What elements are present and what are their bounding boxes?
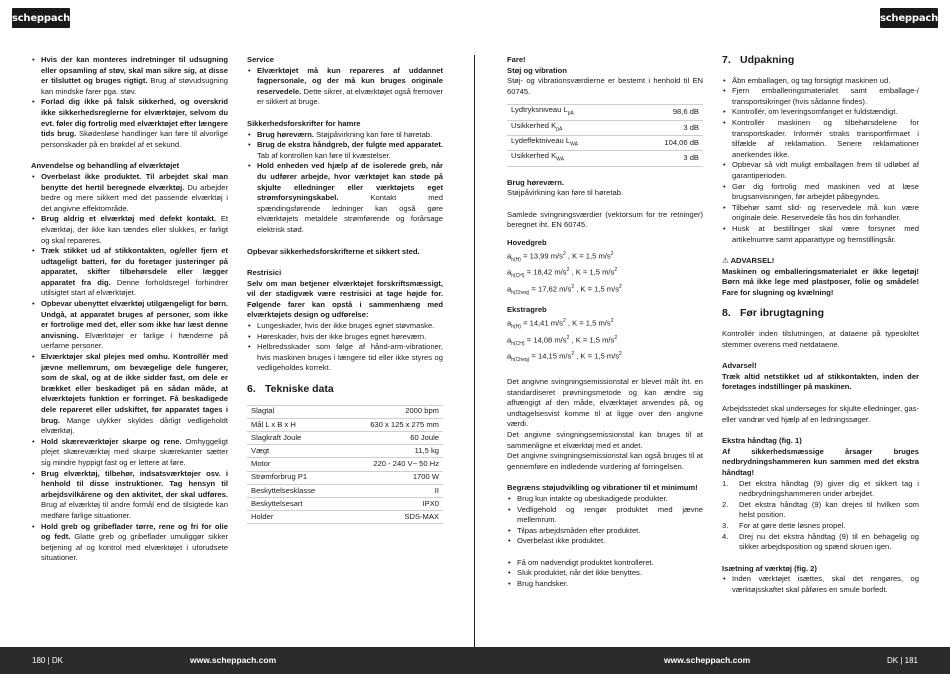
website-link-left[interactable]: www.scheppach.com <box>190 655 277 665</box>
page-footer <box>0 647 950 674</box>
warning-heading-2: Advarsel! <box>722 361 757 371</box>
safety-list-a <box>31 55 228 150</box>
table-row: Strømforbrug P1 1700 W <box>247 471 443 484</box>
list-item: • Hold enheden ved hjælp af de isolerede greb, når du udfører arbejde, hvor værktøjet kan støde på skjulte elledninger eller værktøjets eget strømforsyningskabel. Kontakt med spændingsførende ledninger kan også gøre elværktøjets metaldele strømførende og forårsage elektrisk stød. <box>247 161 443 235</box>
paragraph: Det angivne svingningsemissionstal er blevet målt iht. en standardiseret prøvningsmetode og kan ændre sig afhængigt af den måde, elværktøjet anvendes på, og undtagelsesvist komme til at ligge over den angivne værdi. <box>507 376 703 429</box>
website-link-right[interactable]: www.scheppach.com <box>664 655 751 665</box>
list-item: • Forlad dig ikke på falsk sikkerhed, og overskrid ikke sikkerhedsreglerne for elværktøjer, selvom du evt. føler dig fortrolig med elværktøjet efter længere tids brug. Skødesløse handlinger kan føre til alvorlige personskader på en brøkdel af et sekund. <box>31 97 228 150</box>
limit-list-a <box>507 494 703 547</box>
fare-heading: Fare! <box>507 55 526 64</box>
section-heading-6: 6. Tekniske data <box>247 383 334 396</box>
vibration-value: $a_{h(CH)} = 14,08$ $m/s^2$ , K = 1,5 $m/s^2$ <box>507 334 618 347</box>
service-list <box>247 66 443 108</box>
vibration-value: $a_{h(Cheq)} = 17,62$ $m/s^2$ , K = 1,5 $m/s^2$ <box>507 283 622 296</box>
paragraph: Det angivne svingningsemissionstal kan også bruges til at gennemføre en indledende vurdering af forringelsen. <box>507 451 703 471</box>
main-grip-heading: Hovedgreb <box>507 237 547 247</box>
list-item: • Tilbehør samt slid- og reservedele må kun være originale dele. Reservedele fås hos din forhandler. <box>722 203 919 224</box>
vibration-value: $a_{h(Cheq)} = 14,15$ $m/s^2$ , K = 1,5 $m/s^2$ <box>507 351 622 364</box>
warning-heading: ⚠ ADVARSEL! <box>722 256 775 266</box>
extra-grip-values <box>507 316 703 366</box>
list-item: • Åbn emballagen, og tag forsigtigt maskinen ud. <box>722 76 919 87</box>
list-item: 2. Det ekstra håndtag (9) kan drejes til hvilken som helst position. <box>722 499 919 520</box>
main-grip-values <box>507 249 703 299</box>
table-row: Mål L x B x H 630 x 125 x 275 mm <box>247 418 443 431</box>
table-row: Motor 220 - 240 V~ 50 Hz <box>247 458 443 471</box>
list-item: • Hvis der kan monteres indretninger til udsugning eller opsamling af støv, skal man sikre sig, at disse er tilsluttet og bruges rigtigt. Brug af støvudsugning kan mindske farer pga. støv. <box>31 55 228 97</box>
vibration-value: $a_{h(H)} = 13,99$ $m/s^2$ , K = 1,5 $m/s^2$ <box>507 250 614 263</box>
extra-handle-note: Af sikkerhedsmæssige årsager bruges nedbrydningshammeren kun sammen med det ekstra håndtag! <box>722 446 919 477</box>
warning-icon: ⚠ <box>722 256 729 266</box>
brand-logo-right: scheppach <box>880 8 938 28</box>
page-divider <box>474 55 475 647</box>
table-row: Usikkerhed $K_{WA}$ 3 dB <box>507 151 703 166</box>
list-item: 3. For at gøre dette løsnes propel. <box>722 520 846 530</box>
column-2 <box>247 55 443 524</box>
page-number-left: 180 | DK <box>32 656 63 665</box>
brand-logo-left: scheppach <box>12 8 70 28</box>
list-item: • Gør dig fortrolig med maskinen ved at læse brugsanvisningen, før arbejdet påbegyndes. <box>722 182 919 203</box>
list-item: • Brug høreværn. Støjpåvirkning kan føre til høretab. <box>247 130 443 141</box>
limit-noise-heading: Begræns støjudvikling og vibrationer til et minimum! <box>507 483 698 493</box>
paragraph: Det angivne svingningsemissionstal kan bruges til at sammenligne et elværktøj med et andet. <box>507 429 703 450</box>
list-item: • Hold skæreværktøjer skarpe og rene. Omhyggeligt plejet skæreværktøj med skarpe skærekanter sætter sig mindre hyppigt fast og er lettere at føre. <box>31 437 228 469</box>
column-3 <box>507 55 703 590</box>
noise-table <box>507 104 703 166</box>
list-item: • Elværktøjer skal plejes med omhu. Kontrollér med jævne mellemrum, om bevægelige dele fungerer, som de skal, og at de ikke sidder fast, om dele er brækket eller beskadiget på en sådan måde, at elværktøjets funktion er forringet. Få beskadigede dele repareret eller udskiftet, før apparatet tages i brug. Mange ulykker skyldes dårligt vedligeholdt elværktøj. <box>31 352 228 437</box>
paragraph: Kontrollér inden tilslutningen, at dataene på typeskiltet stemmer overens med netdataene. <box>722 329 919 349</box>
extra-handle-steps <box>722 479 919 553</box>
list-item: • Lungeskader, hvis der ikke bruges egnet støvmaske. <box>247 321 443 332</box>
unpacking-list <box>722 76 919 246</box>
list-item: • Tilpas arbejdsmåden efter produktet. <box>507 526 703 537</box>
list-item: 4. Drej nu det ekstra håndtag (9) til en behagelig og sikker arbejdsposition og spænd skruen igen. <box>722 531 919 552</box>
restrisici-list <box>247 321 443 374</box>
list-item: • Opbevar ubenyttet elværktøj utilgængeligt for børn. Undgå, at apparatet bruges af personer, som ikke er fortrolige med det, eller som ikke har læst denne anvisning. Elværktøjer er farlige i hænderne på uerfarne personer. <box>31 299 228 352</box>
table-row: Beskyttelsesklasse II <box>247 484 443 497</box>
insert-tool-heading: Isætning af værktøj (fig. 2) <box>722 563 817 573</box>
column-1 <box>31 55 228 564</box>
list-item: • Helbredsskader som følge af hånd-arm-vibrationer, hvis maskinen bruges i længere tid eller ikke styres og vedligeholdes korrekt. <box>247 342 443 374</box>
column-4 <box>722 55 919 596</box>
list-item: • Få om nødvendigt produktet kontrolleret. <box>507 558 703 569</box>
limit-list-b <box>507 558 703 590</box>
list-item: • Inden værktøjet isættes, skal det rengøres, og værktøjsskaftet skal påføres en smule borfedt. <box>722 574 919 595</box>
list-item: • Husk at bestillinger skal være forsynet med artikelnumre samt apparattype og fremstillingsår. <box>722 224 919 245</box>
vibration-value: $a_{h(H)} = 14,41$ $m/s^2$ , K = 1,5 $m/s^2$ <box>507 318 614 331</box>
table-row: Usikkerhed $K_{pA}$ 3 dB <box>507 120 703 135</box>
vibration-value: $a_{h(CH)} = 18,42$ $m/s^2$ , K = 1,5 $m/s^2$ <box>507 267 618 280</box>
paragraph: Arbejdsstedet skal undersøges for skjulte elledninger, gas- eller vandrør ved hjælp af en ledningssøger. <box>722 404 919 424</box>
section-heading-7: 7. Udpakning <box>722 54 795 66</box>
table-row: Lydtryksniveau $L_{pA}$ 98,6 dB <box>507 105 703 120</box>
list-item: • Overbelast ikke produktet. Til arbejdet skal man benytte det hertil beregnede elværktøj. Du arbejder bedre og mere sikkert med det passende elværktøj i det angivne effektområde. <box>31 172 228 214</box>
list-item: • Brug aldrig et elværktøj med defekt kontakt. Et elværktøj, der ikke kan tændes eller slukkes, er farligt og skal repareres. <box>31 214 228 246</box>
extra-grip-heading: Ekstragreb <box>507 305 547 315</box>
list-item: • Brug elværktøj, tilbehør, indsatsværktøjer osv. i henhold til disse instruktioner. Tag hensyn til arbejdsvilkårene og den aktivitet, der skal udføres. Brug af elværktøj til andre formål end de tilsigtede kan medføre farlige situationer. <box>31 469 228 522</box>
table-row: Lydeffektniveau $L_{WA}$ 104,06 dB <box>507 135 703 150</box>
hammer-list <box>247 130 443 236</box>
tech-data-table <box>247 405 443 525</box>
restrisici-heading: Restrisici <box>247 268 282 278</box>
section-heading: Anvendelse og behandling af elværktøjet <box>31 161 180 171</box>
list-item: • Elværktøjet må kun repareres af uddannet fagpersonale, og der må kun bruges originale reservedele. Dette sikrer, at elværktøjet også fremover er sikkert at bruge. <box>247 66 443 108</box>
warning-text-2: Træk altid netstikket ud af stikkontakten, inden der foretages indstillinger på maskinen. <box>722 371 919 392</box>
list-item: • Opbevar så vidt muligt emballagen frem til udløbet af garantiperioden. <box>722 160 919 181</box>
list-item: • Høreskader, hvis der ikke bruges egnet høreværn. <box>247 332 443 343</box>
list-item: • Sluk produktet, når det ikke benyttes. <box>507 568 703 579</box>
noise-text: Støj- og vibrationsværdierne er bestemt i henhold til EN 60745. <box>507 76 703 96</box>
noise-heading: Støj og vibration <box>507 65 567 75</box>
page-number-right: DK | 181 <box>887 656 918 665</box>
safety-list-b <box>31 172 228 564</box>
table-row: Vægt 11,5 kg <box>247 445 443 458</box>
hearing-text: Støjpåvirkning kan føre til høretab. <box>507 188 624 198</box>
section-heading-8: 8. Før ibrugtagning <box>722 307 824 320</box>
restrisici-text: Selv om man betjener elværktøjet forskriftsmæssigt, vil der stadigvæk være restrisici at tage højde for. Følgende farer kan opstå i sammenhæng med elværktøjets design og udførelse: <box>247 278 443 320</box>
list-item: • Træk stikket ud af stikkontakten, og/eller fjern et udtageligt batteri, før du foretager justeringer på apparatet, skifter tilbehørsdele eller lægger apparatet fra dig. Denne forholdsregel forhindrer utilsigtet start af elværktøjet. <box>31 246 228 299</box>
list-item: • Kontrollér, om leveringsomfanget er fuldstændigt. <box>722 107 919 118</box>
warning-text: Maskinen og emballeringsmaterialet er ikke legetøj! Børn må ikke lege med plastposer, folie og smådele! Fare for slugning og kvælning! <box>722 266 919 297</box>
extra-handle-heading: Ekstra håndtag (fig. 1) <box>722 436 802 446</box>
table-row: Slagkraft Joule 60 Joule <box>247 432 443 445</box>
hammer-heading: Sikkerhedsforskrifter for hamre <box>247 118 361 128</box>
list-item: • Brug kun intakte og ubeskadigede produkter. <box>507 494 703 505</box>
table-row: Slagtal 2000 bpm <box>247 405 443 418</box>
list-item: 1. Det ekstra håndtag (9) giver dig et sikkert tag i nedbrydningshammeren under arbejdet. <box>722 478 919 499</box>
list-item: • Vedligehold og rengør produktet med jævne mellemrum. <box>507 505 703 526</box>
service-heading: Service <box>247 55 275 64</box>
list-item: • Fjern emballeringsmaterialet samt emballage-/ transportsikringer (hvis sådanne findes). <box>722 86 919 107</box>
list-item: • Brug de ekstra håndgreb, der fulgte med apparatet. Tab af kontrollen kan føre til kvæstelser. <box>247 140 443 161</box>
keep-instructions: Opbevar sikkerhedsforskrifterne et sikkert sted. <box>247 246 420 256</box>
vibration-total-text: Samlede svingningsværdier (vektorsum for tre retninger) beregnet iht. EN 60745. <box>507 209 703 230</box>
hearing-heading: Brug høreværn. <box>507 177 564 187</box>
insert-tool-list <box>722 574 919 595</box>
list-item: • Kontrollér maskinen og tilbehørsdelene for transportskader. Informér straks transportfirmaet i tilfælde af reklamation. Senere reklamationer anerkendes ikke. <box>722 118 919 160</box>
list-item: • Brug handsker. <box>507 579 703 590</box>
table-row: Holder SDS-MAX <box>247 511 443 524</box>
table-row: Beskyttelsesart IPX0 <box>247 497 443 510</box>
list-item: • Overbelast ikke produktet. <box>507 536 703 547</box>
list-item: • Hold greb og gribeflader tørre, rene og fri for olie og fedt. Glatte greb og gribeflader umuliggør sikker betjening af og kontrol med elværktøjet i uforudsete situationer. <box>31 522 228 564</box>
